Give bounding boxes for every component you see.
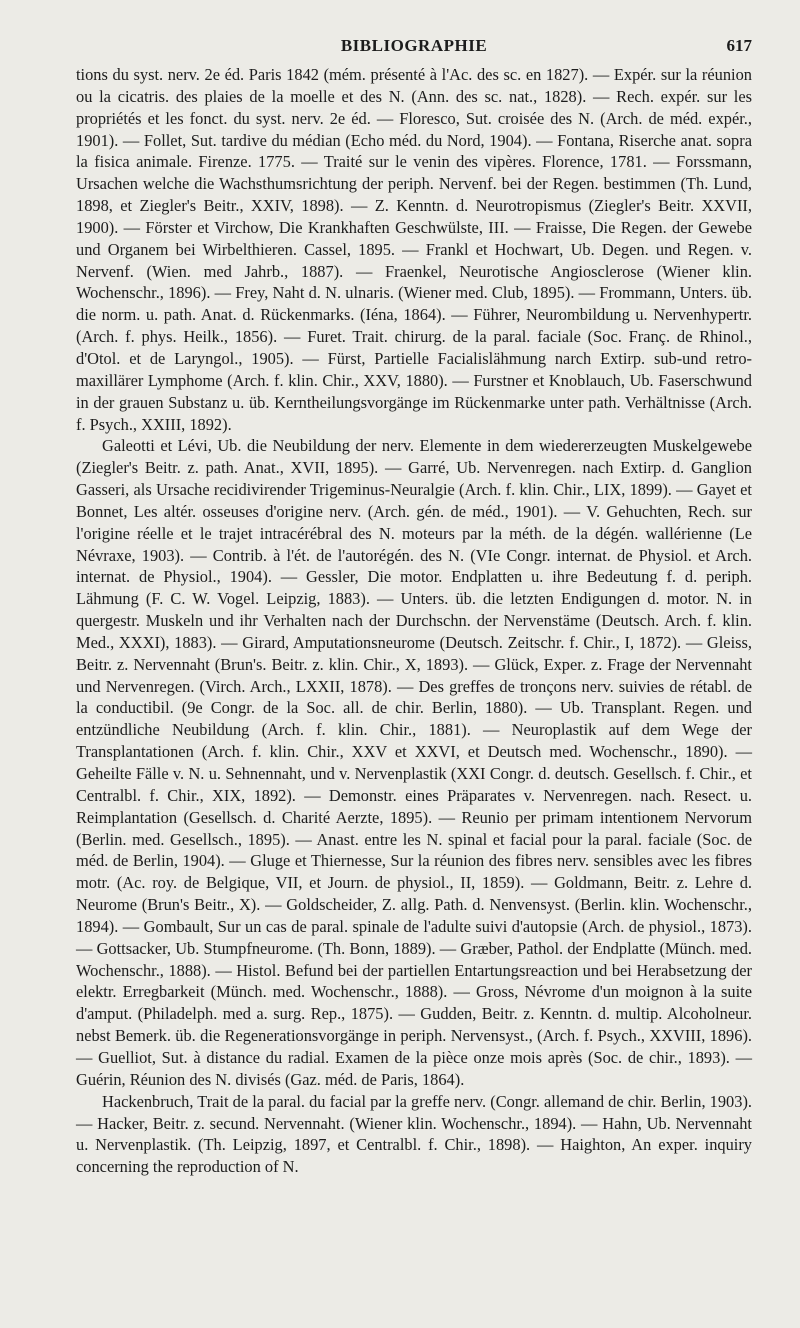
page-number: 617 — [726, 36, 752, 55]
page-header — [76, 36, 752, 60]
bibliography-paragraph: tions du syst. nerv. 2e éd. Paris 1842 (mém. présenté à l'Ac. des sc. en 1827). — Expér. sur la réunion ou la cicatris. des plaies de la moelle et des N. (Ann. des sc. nat., 1828). — Rech. expér. sur les propriétés et les fonct. du syst. nerv. 2e éd. — Floresco, Sut. croisée des N. (Arch. de méd. expér., 1901). — Follet, Sut. tardive du médian (Echo méd. du Nord, 1904). — Fontana, Riserche anat. sopra la fisica animale. Firenze. 1775. — Traité sur le venin des vipères. Florence, 1781. — Forssmann, Ursachen welche die Wachsthumsrichtung der periph. Nervenf. bei der Regen. bestimmen (Th. Lund, 1898, et Ziegler's Beitr., XXIV, 1898). — Z. Kenntn. d. Neurotropismus (Ziegler's Beitr. XXVII, 1900). — Förster et Virchow, Die Krankhaften Geschwülste, III. — Fraisse, Die Regen. der Gewebe und Organem bei Wirbelthieren. Cassel, 1895. — Frankl et Hochwart, Ub. Degen. und Regen. v. Nervenf. (Wien. med Jahrb., 1887). — Fraenkel, Neurotische Angiosclerose (Wiener klin. Wochenschr., 1896). — Frey, Naht d. N. ulnaris. (Wiener med. Club, 1895). — Frommann, Unters. üb. die norm. u. path. Anat. d. Rückenmarks. (Iéna, 1864). — Führer, Neurombildung u. Nervenhypertr. (Arch. f. phys. Heilk., 1856). — Furet. Trait. chirurg. de la paral. faciale (Soc. Franç. de Rhinol., d'Otol. et de Laryngol., 1905). — Fürst, Partielle Facialislähmung narch Extirp. sub-und retro-maxillärer Lymphome (Arch. f. klin. Chir., XXV, 1880). — Furstner et Knoblauch, Ub. Faserschwund in der grauen Substanz u. üb. Kerntheilungsvorgänge im Rückenmarke unter path. Verhältnisse (Arch. f. Psych., XXIII, 1892). — [76, 65, 752, 434]
bibliography-paragraph: Galeotti et Lévi, Ub. die Neubildung der nerv. Elemente in dem wiedererzeugten Muskelgewebe (Ziegler's Beitr. z. path. Anat., XVII, 1895). — Garré, Ub. Nervenregen. nach Extirp. d. Ganglion Gasseri, als Ursache recidivirender Trigeminus-Neuralgie (Arch. f. klin. Chir., LIX, 1899). — Gayet et Bonnet, Les altér. osseuses d'origine nerv. (Arch. gén. de méd., 1901). — V. Gehuchten, Rech. sur l'origine réelle et le trajet intracérébral des N. moteurs par la méth. de la dégén. wallérienne (Le Névraxe, 1903). — Contrib. à l'ét. de l'autorégén. des N. (VIe Congr. internat. de Physiol. et Arch. internat. de Physiol., 1904). — Gessler, Die motor. Endplatten u. ihre Bedeutung f. d. periph. Lähmung (F. C. W. Vogel. Leipzig, 1883). — Unters. üb. die letzten Endigungen d. motor. N. in quergestr. Muskeln und ihr Verhalten nach der Durchschn. der Nervenstäme (Deutsch. Arch. f. klin. Med., XXXI), 1883). — Girard, Amputationsneurome (Deutsch. Zeitschr. f. Chir., I, 1872). — Gleiss, Beitr. z. Nervennaht (Brun's. Beitr. z. klin. Chir., X, 1893). — Glück, Exper. z. Frage der Nervennaht und Nervenregen. (Virch. Arch., LXXII, 1878). — Des greffes de tronçons nerv. suivies de rétabl. de la conductibil. (9e Congr. de la Soc. all. de chir. Berlin, 1880). — Ub. Transplant. Regen. und entzündliche Neubildung (Arch. f. klin. Chir., 1881). — Neuroplastik auf dem Wege der Transplantationen (Arch. f. klin. Chir., XXV et XXVI, et Deutsch med. Wochenschr., 1890). — Geheilte Fälle v. N. u. Sehnennaht, und v. Nervenplastik (XXI Congr. d. deutsch. Gesellsch. f. Chir., et Centralbl. f. Chir., XIX, 1892). — Demonstr. eines Präparates v. Nervenregen. nach. Resect. u. Reimplantation (Gesellsch. d. Charité Aerzte, 1895). — Reunio per primam intentionem Nervorum (Berlin. med. Gesellsch., 1895). — Anast. entre les N. spinal et facial pour la paral. faciale (Soc. de méd. de Berlin, 1904). — Gluge et Thiernesse, Sur la réunion des fibres nerv. sensibles avec les fibres motr. (Ac. roy. de Belgique, VII, et Journ. de physiol., II, 1859). — Goldmann, Beitr. z. Lehre d. Neurome (Brun's Beitr., X). — Goldscheider, Z. allg. Path. d. Nenvensyst. (Berlin. klin. Wochenschr., 1894). — Gombault, Sur un cas de paral. spinale de l'adulte suivi d'autopsie (Arch. de physiol., 1873). — Gottsacker, Ub. Stumpfneurome. (Th. Bonn, 1889). — Græber, Pathol. der Endplatte (Münch. med. Wochenschr., 1888). — Histol. Befund bei der partiellen Entartungsreaction und bei Herabsetzung der elektr. Erregbarkeit (Münch. med. Wochenschr., 1888). — Gross, Névrome d'un moignon à la suite d'amput. (Philadelph. med a. surg. Rep., 1875). — Gudden, Beitr. z. Kenntn. d. multip. Alcoholneur. nebst Bemerk. üb. die Regenerationsvorgänge in periph. Nervensyst., (Arch. f. Psych., XXVIII, 1896). — Guelliot, Sut. à distance du radial. Examen de la pièce onze mois après (Soc. de chir., 1893). — Guérin, Réunion des N. divisés (Gaz. méd. de Paris, 1864). — [76, 436, 752, 1089]
bibliography-paragraph: Hackenbruch, Trait de la paral. du facial par la greffe nerv. (Congr. allemand de chir. Berlin, 1903). — Hacker, Beitr. z. secund. Nervennaht. (Wiener klin. Wochenschr., 1894). — Hahn, Ub. Nervennaht u. Nervenplastik. (Th. Leipzig, 1897, et Centralbl. f. Chir., 1898). — Haighton, An exper. inquiry concerning the reproduction of N. — [76, 1091, 752, 1177]
running-title: BIBLIOGRAPHIE — [340, 36, 488, 55]
bibliography-text — [76, 64, 752, 1178]
